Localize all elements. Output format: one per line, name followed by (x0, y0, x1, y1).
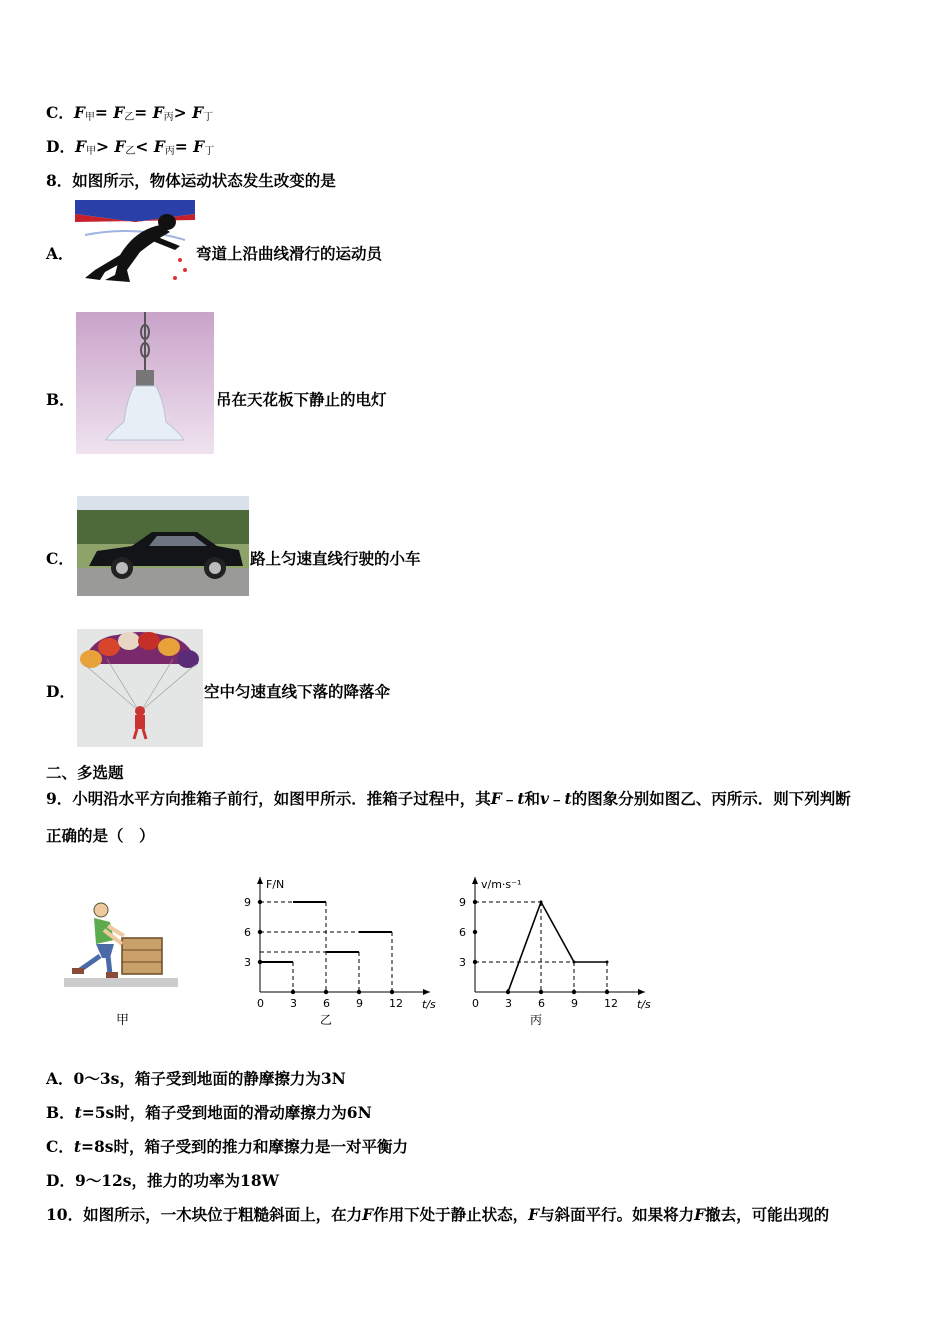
q8-option-a-text: 弯道上沿曲线滑行的运动员 (196, 244, 383, 263)
q8-option-c-label: C． (46, 549, 74, 568)
q8-option-a-label: A． (46, 244, 74, 263)
q8-option-d-text: 空中匀速直线下落的降落伞 (204, 682, 391, 701)
speed-skater-image (75, 200, 195, 290)
x-tick-label: 9 (356, 997, 363, 1010)
v-t-chart (445, 872, 655, 1032)
x-point (357, 990, 361, 994)
section-title: 二、多选题 (46, 763, 124, 782)
q8-option-d-label: D． (46, 682, 75, 701)
q9-stem-line2: 正确的是（ ） (46, 826, 155, 845)
x-tick-label: 6 (323, 997, 330, 1010)
f-t-chart (230, 872, 440, 1032)
chart-title: 乙 (320, 1013, 333, 1027)
q8-option-b-text: 吊在天花板下静止的电灯 (216, 390, 387, 409)
x-point (539, 990, 543, 994)
y-axis-arrow (257, 877, 263, 884)
x-axis-label: t/s (422, 998, 436, 1011)
q8-option-c-text: 路上匀速直线行驶的小车 (250, 549, 421, 568)
x-tick-label: 0 (472, 997, 479, 1010)
x-point (506, 990, 510, 994)
x-tick-label: 9 (571, 997, 578, 1010)
boy-pushing-box-figure (64, 900, 178, 990)
x-axis-label: t/s (637, 998, 651, 1011)
q8-option-b-label: B． (46, 390, 75, 409)
q9-option-a: A．0～3s，箱子受到地面的静摩擦力为3N (46, 1069, 346, 1088)
x-axis-arrow (423, 989, 430, 995)
x-point (324, 990, 328, 994)
q9-option-b: B．t=5s时，箱子受到地面的滑动摩擦力为6N (46, 1103, 372, 1122)
x-point (605, 990, 609, 994)
q9-option-d: D．9～12s，推力的功率为18W (46, 1171, 280, 1190)
x-point (572, 990, 576, 994)
hanging-lamp-image (76, 312, 214, 454)
velocity-point (573, 961, 576, 964)
y-tick-label: 9 (244, 896, 251, 909)
y-tick-label: 6 (244, 926, 251, 939)
x-tick-label: 3 (290, 997, 297, 1010)
y-tick-label: 3 (459, 956, 466, 969)
y-axis-label: v/m·s⁻¹ (481, 878, 522, 891)
q8-stem: 8．如图所示，物体运动状态发生改变的是 (46, 171, 336, 190)
parachute-image (77, 629, 203, 747)
car-image (77, 496, 249, 596)
q9-stem-line1: 9．小明沿水平方向推箱子前行，如图甲所示．推箱子过程中，其F﹣t和v﹣t的图象分别如图乙、丙所示．则下列判断 (46, 789, 851, 808)
y-tick-dot (473, 930, 477, 934)
q7-option-c: C．$F_甲= F_乙= F_丙> F_丁$ (46, 103, 214, 123)
q7-option-d: D．$F_甲> F_乙< F_丙= F_丁$ (46, 137, 215, 157)
velocity-line (508, 902, 607, 992)
velocity-point (606, 961, 609, 964)
velocity-point (540, 901, 543, 904)
x-point (291, 990, 295, 994)
q10-stem: 10．如图所示，一木块位于粗糙斜面上，在力F作用下处于静止状态，F与斜面平行。如果将力F撤去，可能出现的 (46, 1205, 830, 1224)
y-tick-label: 9 (459, 896, 466, 909)
x-point (390, 990, 394, 994)
y-tick-label: 3 (244, 956, 251, 969)
x-tick-label: 3 (505, 997, 512, 1010)
y-tick-label: 6 (459, 926, 466, 939)
figure-jia-label: 甲 (116, 1013, 130, 1028)
x-tick-label: 0 (257, 997, 264, 1010)
x-axis-arrow (638, 989, 645, 995)
x-tick-label: 6 (538, 997, 545, 1010)
y-axis-arrow (472, 877, 478, 884)
q9-option-c: C．t=8s时，箱子受到的推力和摩擦力是一对平衡力 (46, 1137, 409, 1156)
x-tick-label: 12 (604, 997, 618, 1010)
chart-title: 丙 (530, 1013, 543, 1027)
y-axis-label: F/N (266, 878, 285, 891)
x-tick-label: 12 (389, 997, 403, 1010)
